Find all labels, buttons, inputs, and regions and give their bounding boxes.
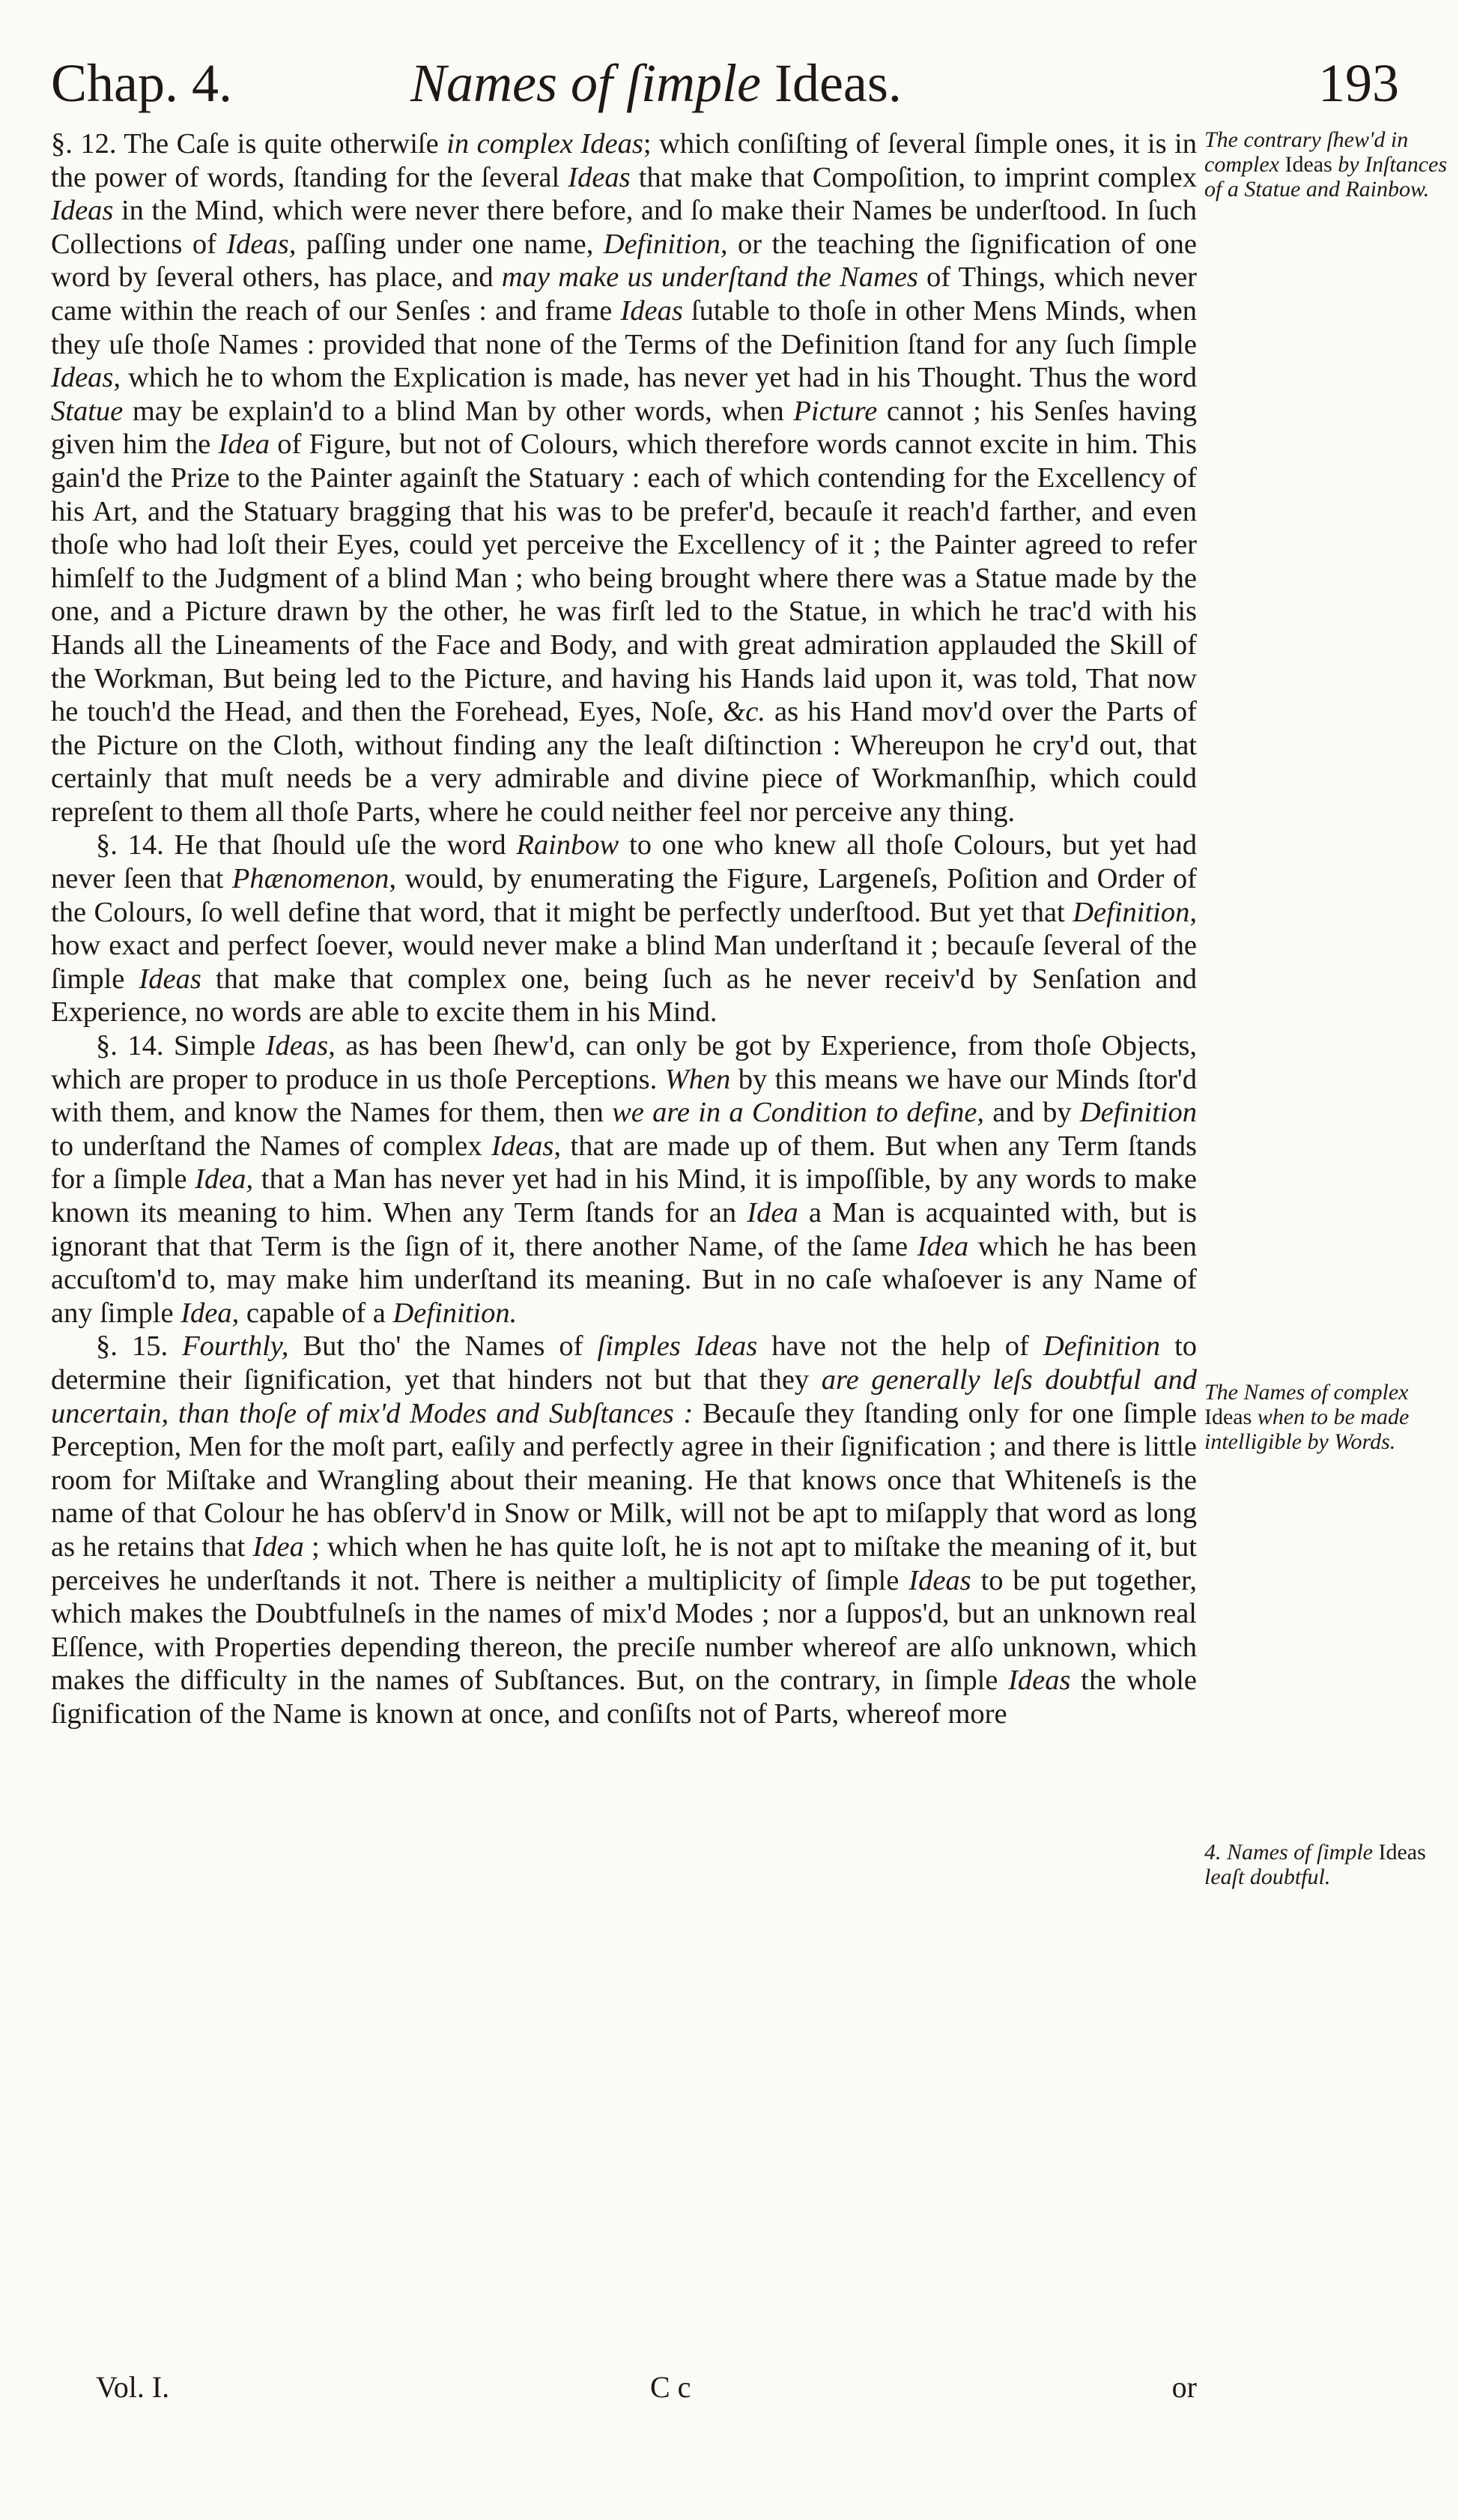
page-footer: [51, 2369, 1197, 2406]
text-run: ; which when he has quite loſt, he is not apt to miſtake the meaning of it, but perceives he underſtands it not. There is neither a multiplicity of ſimple: [51, 1530, 1198, 1596]
italic-run: When: [664, 1063, 731, 1095]
text-run: the whole ſignification of the Name is known at once, and conſiſts not of Parts, whereof more: [51, 1665, 1198, 1730]
italic-run: in complex Ideas: [446, 128, 643, 160]
text-run: cannot ; his Senſes having given him the: [51, 395, 1197, 461]
italic-run: Idea,: [181, 1297, 240, 1329]
text-run: §. 12. The Caſe is quite otherwiſe: [51, 128, 447, 160]
text-run: §. 14. He that ſhould uſe the word: [96, 829, 517, 861]
section-14-rainbow: [51, 829, 1197, 1029]
margin-note-statue-rainbow: [1204, 127, 1452, 202]
italic-run: Ideas: [1008, 1665, 1071, 1697]
text-run: by this means we have our Minds ſtor'd with them, and know the Names for them, then: [51, 1063, 1197, 1129]
catchword: or: [1171, 2370, 1197, 2404]
italic-run: Picture: [793, 395, 878, 427]
text-run: But tho' the Names of: [288, 1330, 598, 1363]
chapter-label: Chap. 4.: [51, 53, 232, 113]
text-run: how exact and perfect ſoever, would never make a blind Man underſtand it ; becauſe ſeveral of the ſimple: [51, 930, 1197, 995]
italic-run: Ideas: [139, 963, 201, 995]
italic-run: 4. Names of ſimple: [1204, 1840, 1373, 1865]
italic-run: we are in a Condition to define,: [612, 1097, 985, 1129]
text-run: would, by enumerating the Figure, Largeneſs, Poſition and Order of the Colours, ſo well define that word, that it might be perfectly underſtood. But yet that: [51, 863, 1198, 928]
page-title-italic: Names of ſimple: [410, 53, 761, 113]
italic-run: Definition,: [1073, 896, 1197, 928]
text-run: may be explain'd to a blind Man by other words, when: [123, 395, 794, 427]
italic-run: ſimples Ideas: [597, 1330, 758, 1363]
text-run: to determine their ſignification, yet that hinders not but that they: [51, 1330, 1198, 1396]
text-run: that are made up of them. But when any Term ſtands for a ſimple: [51, 1130, 1197, 1196]
text-run: that a Man has never yet had in his Mind, it is impoſſible, by any words to make known its meaning to him. When any Term ſtands for an: [51, 1163, 1197, 1229]
italic-run: The contrary ſhew'd in complex: [1204, 127, 1409, 177]
italic-run: Ideas: [909, 1564, 971, 1596]
italic-run: Ideas: [620, 294, 683, 327]
italic-run: Definition,: [603, 228, 728, 260]
text-run: of Figure, but not of Colours, which therefore words cannot excite in him. This gain'd the Prize to the Painter againſt the Statuary : each of which contending for the Excellency of his Art, and the Statuary bragging that his was to be prefer'd, becauſe it reach'd farther, and even thoſe who had loſt their Eyes, could yet perceive the Excellency of it ; the Painter agreed to refer himſelf to the Judgment of a blind Man ; who being brought where there was a Statue made by the one, and a Picture drawn by the other, he was firſt led to the Statue, in which he trac'd with his Hands all the Lineaments of the Face and Body, and with great admiration applauded the Skill of the Workman, But being led to the Picture, and having his Hands laid upon it, was told, That now he touch'd the Head, and then the Forehead, Eyes, Noſe,: [51, 428, 1197, 728]
italic-run: Definition: [1043, 1330, 1160, 1363]
margin-note-complex-names: [1204, 1380, 1452, 1454]
italic-run: Ideas: [568, 161, 631, 193]
italic-run: Ideas,: [491, 1130, 562, 1162]
text-run: Ideas: [1204, 1405, 1258, 1429]
italic-run: Definition: [1079, 1097, 1197, 1129]
text-run: that make that complex one, being ſuch as he never receiv'd by Senſation and Experience, no words are able to excite them in his Mind.: [51, 963, 1198, 1029]
section-15: [51, 1330, 1197, 1730]
text-run: as has been ſhew'd, can only be got by Experience, from thoſe Objects, which are proper to produce in us thoſe Perceptions.: [51, 1030, 1197, 1095]
section-14-simple-ideas: [51, 1029, 1197, 1330]
text-run: that make that Compoſition, to imprint complex: [630, 161, 1197, 193]
italic-run: Phænomenon,: [231, 863, 397, 895]
page-number: 193: [1318, 53, 1399, 113]
italic-run: Ideas: [51, 195, 114, 227]
italic-run: Idea: [917, 1230, 969, 1262]
text-run: or the teaching the ſignification of one word by ſeveral others, has place, and: [51, 228, 1197, 294]
text-run: which he to whom the Explication is made, has never yet had in his Thought. Thus the word: [121, 362, 1197, 394]
text-run: to be put together, which makes the Doubtfulneſs in the names of mix'd Modes ; nor a ſuppos'd, but an unknown real Eſſence, with Properties depending thereon, the preciſe number whereof are alſo unknown, which makes the difficulty in the names of Subſtances. But, on the contrary, in ſimple: [51, 1564, 1197, 1697]
section-12: [51, 127, 1197, 829]
text-run: paſſing under one name,: [296, 228, 604, 260]
italic-run: may make us underſtand the Names: [501, 261, 918, 294]
text-run: a Man is acquainted with, but is ignorant that that Term is the ſign of it, there another Name, of the ſame: [51, 1197, 1197, 1262]
italic-run: Idea: [747, 1197, 798, 1229]
text-run: §. 15.: [96, 1330, 183, 1363]
italic-run: Ideas,: [226, 228, 297, 260]
text-run: in the Mind, which were never there before, and ſo make their Names be underſtood. In ſuch Collections of: [51, 195, 1197, 260]
text-run: and by: [984, 1097, 1080, 1129]
text-run: to one who knew all thoſe Colours, but yet had never ſeen that: [51, 829, 1197, 895]
text-run: have not the help of: [757, 1330, 1043, 1363]
page-title-roman: Ideas.: [760, 53, 902, 113]
page-title: [410, 42, 902, 124]
italic-run: when to be made intelligible by Words.: [1204, 1405, 1410, 1454]
body-text: [51, 127, 1197, 1731]
running-head: [51, 42, 1399, 124]
italic-run: by Inſtances of a Statue and Rainbow.: [1204, 152, 1448, 202]
text-run: which he has been accuſtom'd to, may make him underſtand its meaning. But in no caſe whaſoever is any Name of any ſimple: [51, 1230, 1197, 1329]
italic-run: Ideas,: [51, 362, 121, 394]
italic-run: Definition.: [392, 1297, 518, 1329]
italic-run: &c.: [723, 696, 765, 728]
text-run: ſutable to thoſe in other Mens Minds, when they uſe thoſe Names : provided that none of the Terms of the Definition ſtand for any ſuch ſimple: [51, 294, 1197, 360]
text-run: Ideas: [1278, 152, 1338, 177]
signature-mark: C c: [650, 2370, 691, 2404]
text-run: to underſtand the Names of complex: [51, 1130, 491, 1162]
text-run: of Things, which never came within the reach of our Senſes : and frame: [51, 261, 1197, 327]
italic-run: leaſt doubtful.: [1204, 1865, 1331, 1889]
text-run: Becauſe they ſtanding only for one ſimple Perception, Men for the moſt part, eaſily and perfectly agree in their ſignification ; and there is little room for Miſtake and Wrangling about their meaning. He that knows once that Whiteneſs is the name of that Colour he has obſerv'd in Snow or Milk, will not be apt to miſapply that word as long as he retains that: [51, 1397, 1197, 1563]
italic-run: Idea: [252, 1530, 304, 1563]
italic-run: Rainbow: [516, 829, 619, 861]
text-run: Ideas: [1373, 1840, 1426, 1865]
italic-run: The Names of complex: [1204, 1380, 1409, 1405]
italic-run: are generally leſs doubtful and uncertain, than thoſe of mix'd Modes and Subſtances :: [51, 1363, 1197, 1429]
italic-run: Statue: [51, 395, 124, 427]
text-run: ; which conſiſting of ſeveral ſimple ones, it is in the power of words, ſtanding for the ſeveral: [51, 128, 1197, 193]
text-run: as his Hand mov'd over the Parts of the Picture on the Cloth, without finding any the leaſt diſtinction : Whereupon he cry'd out, that certainly that muſt needs be a very admirable and divine piece of Workmanſhip, which could repreſent to them all thoſe Parts, where he could neither feel nor perceive any thing.: [51, 696, 1197, 828]
volume-label: Vol. I.: [96, 2370, 170, 2404]
text-run: capable of a: [239, 1297, 393, 1329]
margin-note-simple-ideas: [1204, 1840, 1452, 1889]
italic-run: Idea,: [195, 1163, 254, 1196]
italic-run: Fourthly,: [182, 1330, 289, 1363]
text-run: §. 14. Simple: [96, 1030, 266, 1062]
italic-run: Idea: [218, 428, 270, 461]
italic-run: Ideas,: [265, 1030, 336, 1062]
